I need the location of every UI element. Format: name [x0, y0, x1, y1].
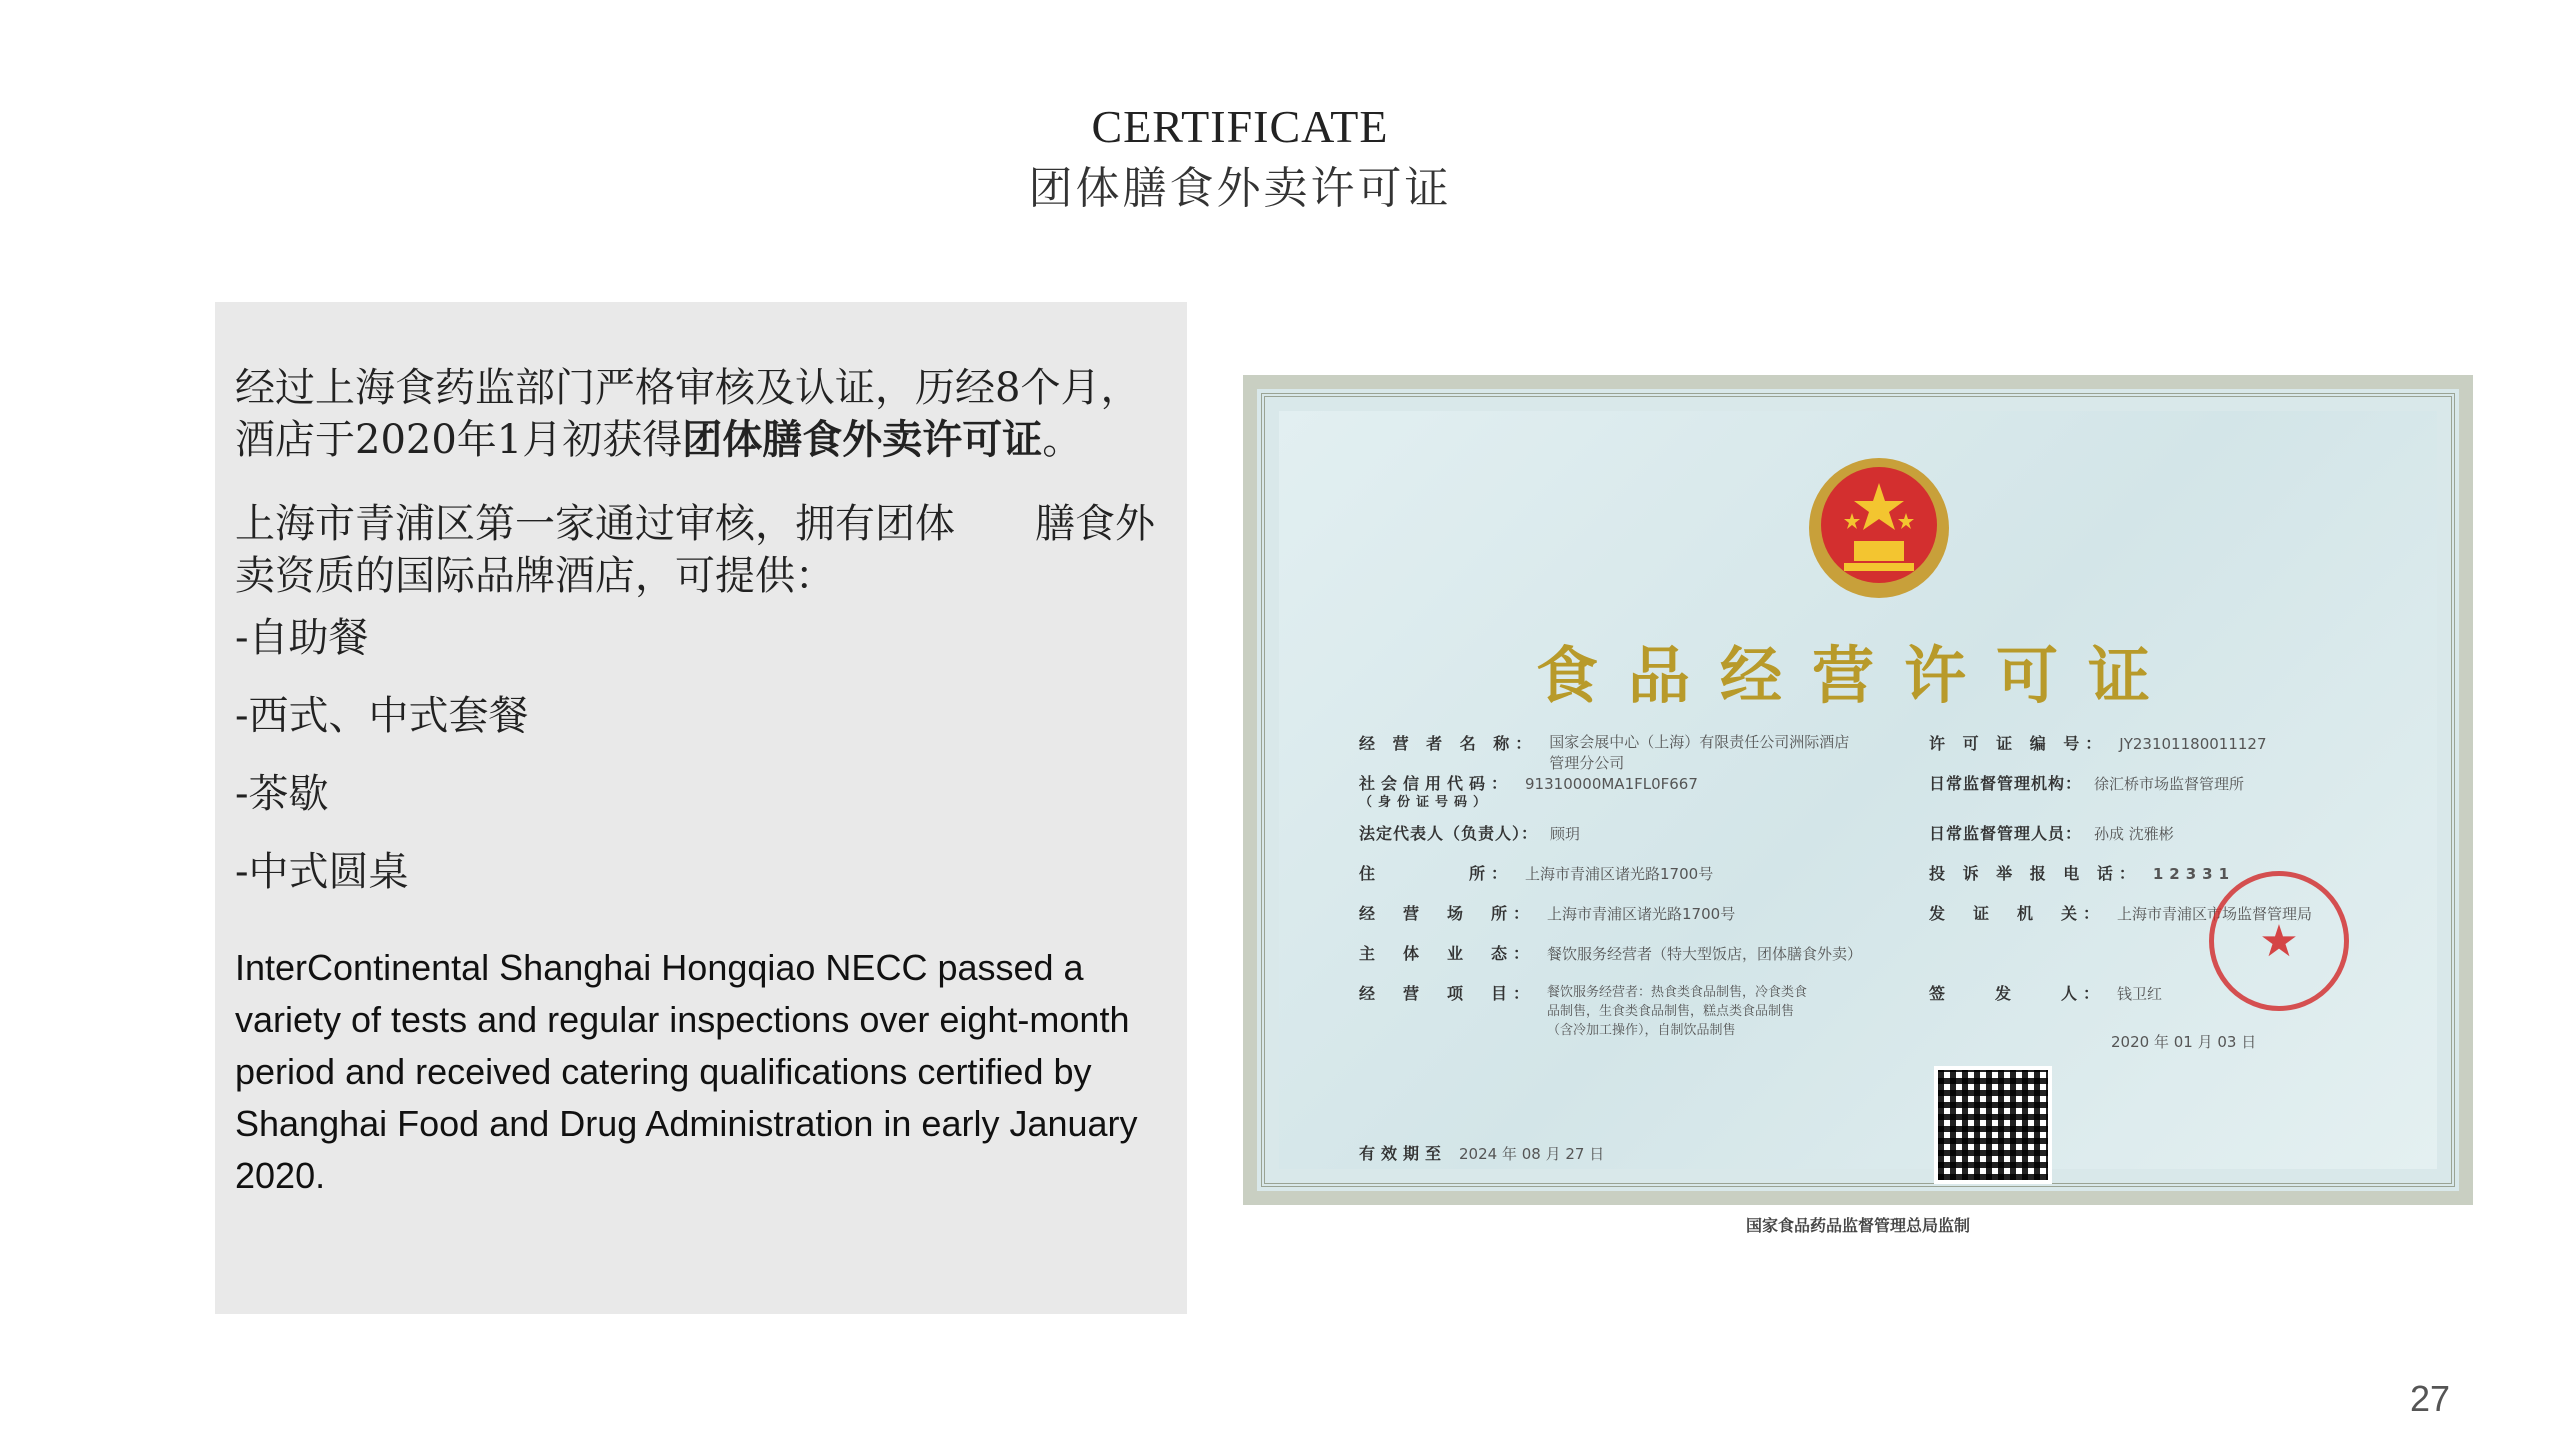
- address-label: 住 所：: [1359, 864, 1514, 883]
- credit-code-value: 91310000MA1FL0F667: [1525, 775, 1698, 793]
- representative-label: 法定代表人（负责人）：: [1359, 824, 1539, 843]
- title-english: CERTIFICATE: [1091, 101, 1389, 152]
- qualification-paragraph: 上海市青浦区第一家通过审核，拥有团体 膳食外卖资质的国际品牌酒店，可提供：: [235, 501, 1155, 599]
- issue-date: 2020 年 01 月 03 日: [2111, 1033, 2257, 1051]
- service-list: [235, 612, 1167, 898]
- operator-label: 经 营 者 名 称：: [1359, 734, 1538, 753]
- slide-title: [0, 98, 2480, 222]
- business-format-label: 主 体 业 态：: [1359, 944, 1536, 963]
- official-seal-icon: ★: [2209, 871, 2349, 1011]
- premises-label: 经 营 场 所：: [1359, 904, 1536, 923]
- service-item: -茶歇: [235, 771, 329, 817]
- business-items-label: 经 营 项 目：: [1359, 984, 1536, 1003]
- premises-value: 上海市青浦区诸光路1700号: [1547, 905, 1736, 923]
- inspector-label: 日常监督管理人员：: [1929, 824, 2083, 843]
- service-item: -西式、中式套餐: [235, 693, 529, 739]
- validity-label: 有效期至: [1359, 1144, 1448, 1163]
- validity-value: 2024 年 08 月 27 日: [1459, 1145, 1605, 1163]
- certificate-body: [1279, 411, 2437, 1169]
- qr-code-icon: [1934, 1066, 2052, 1184]
- license-number-label: 许 可 证 编 号：: [1929, 734, 2108, 753]
- national-emblem-icon: [1804, 453, 1954, 603]
- intro-paragraph: [235, 362, 1167, 466]
- representative-value: 顾玥: [1550, 825, 1581, 843]
- license-number-value: JY23101180011127: [2119, 735, 2267, 753]
- service-item: -中式圆桌: [235, 849, 409, 895]
- signer-label: 签 发 人：: [1929, 984, 2106, 1003]
- intro-suffix: 。: [1042, 417, 1083, 463]
- hotline-value: 12331: [2152, 865, 2236, 883]
- issuer-label: 发 证 机 关：: [1929, 904, 2106, 923]
- service-item: -自助餐: [235, 615, 369, 661]
- issuer-value: 上海市青浦区市场监督管理局: [2117, 905, 2313, 923]
- certificate-image: [1243, 375, 2473, 1205]
- credit-code-label: 社会信用代码：: [1359, 774, 1514, 793]
- signer-value: 钱卫红: [2117, 985, 2163, 1003]
- business-format-value: 餐饮服务经营者（特大型饭店，团体膳食外卖）: [1547, 945, 1863, 963]
- intro-text: 经过上海食药监部门严格审核及认证，历经8个月，酒店于2020年1月初获得: [235, 365, 1141, 463]
- certificate-footer: 国家食品药品监督管理总局监制: [1745, 1216, 1970, 1235]
- license-name-bold: 团体膳食外卖许可证: [682, 417, 1043, 463]
- authority-label: 日常监督管理机构：: [1929, 774, 2083, 793]
- certificate-title: 食品经营许可证: [1535, 639, 2180, 712]
- id-label: （身份证号码）: [1359, 795, 1493, 810]
- business-items-value: 餐饮服务经营者：热食类食品制售，冷食类食品制售，生食类食品制售，糕点类食品制售（含冷加工操作），自制饮品制售: [1547, 985, 1808, 1038]
- address-value: 上海市青浦区诸光路1700号: [1525, 865, 1714, 883]
- page-number: 27: [2410, 1378, 2451, 1419]
- operator-value: 国家会展中心（上海）有限责任公司洲际酒店管理分公司: [1549, 733, 1850, 772]
- title-chinese: 团体膳食外卖许可证: [1028, 163, 1452, 214]
- inspector-value: 孙成 沈雅彬: [2094, 825, 2174, 843]
- english-description: InterContinental Shanghai Hongqiao NECC passed a variety of tests and regular inspections over eight-month period and received catering qualifications certified by Shanghai Food and Drug Administration in early January 2020.: [235, 947, 1138, 1196]
- hotline-label: 投 诉 举 报 电 话：: [1929, 864, 2141, 883]
- description-panel: [215, 302, 1187, 1314]
- authority-value: 徐汇桥市场监督管理所: [2094, 775, 2245, 793]
